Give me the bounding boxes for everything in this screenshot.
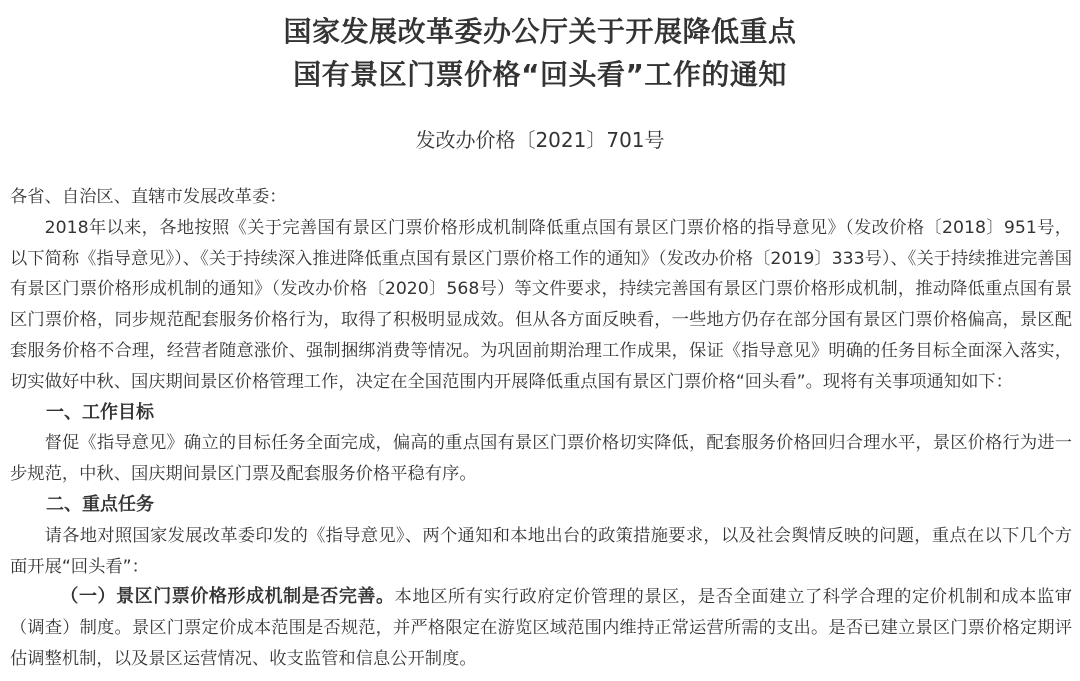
section-1-paragraph: 督促《指导意见》确立的目标任务全面完成，偏高的重点国有景区门票价格切实降低，配套服务价格回归合理水平，景区价格行为进一步规范，中秋、国庆期间景区门票及配套服务价格平稳有序。 xyxy=(10,433,1072,485)
section-2-paragraph: 请各地对照国家发展改革委印发的《指导意见》、两个通知和本地出台的政策措施要求，以及社会舆情反映的问题，重点在以下几个方面开展“回头看”： xyxy=(10,525,1072,577)
intro-paragraph: 2018年以来，各地按照《关于完善国有景区门票价格形成机制降低重点国有景区门票价格的指导意见》（发改价格〔2018〕951号，以下简称《指导意见》）、《关于持续深入推进降低重点国有景区门票价格工作的通知》（发改办价格〔2019〕333号）、《关于持续推进完善国有景区门票价格形成机制的通知》（发改办价格〔2020〕568号）等文件要求，持续完善国有景区门票价格形成机制，推动降低重点国有景区门票价格，同步规范配套服务价格行为，取得了积极明显成效。但从各方面反映看，一些地方仍存在部分国有景区门票价格偏高，景区配套服务价格不合理，经营者随意涨价、强制捆绑消费等情况。为巩固前期治理工作成果，保证《指导意见》明确的任务目标全面深入落实，切实做好中秋、国庆期间景区价格管理工作，决定在全国范围内开展降低重点国有景区门票价格“回头看”。现将有关事项通知如下： xyxy=(10,217,1072,392)
document-number: 发改办价格〔2021〕701号 xyxy=(415,128,665,152)
title-line-1: 国家发展改革委办公厅关于开展降低重点 xyxy=(283,15,797,48)
subsection-1-paragraph xyxy=(10,582,1072,674)
section-2-heading: 二、重点任务 xyxy=(46,493,154,515)
salutation: 各省、自治区、直辖市发展改革委： xyxy=(10,187,287,207)
section-1-heading: 一、工作目标 xyxy=(46,401,154,423)
subsection-1-text: 本地区所有实行政府定价管理的景区，是否全面建立了科学合理的定价机制和成本监审（调查）制度。景区门票定价成本范围是否规范，并严格限定在游览区域范围内维持正常运营所需的支出。是否已建立景区门票价格定期评估调整机制，以及景区运营情况、收支监管和信息公开制度。 xyxy=(10,587,1072,669)
title-line-2: 国有景区门票价格“回头看”工作的通知 xyxy=(293,58,787,91)
subsection-1-heading: （一）景区门票价格形成机制是否完善。 xyxy=(60,586,395,608)
document-body xyxy=(10,182,1072,675)
